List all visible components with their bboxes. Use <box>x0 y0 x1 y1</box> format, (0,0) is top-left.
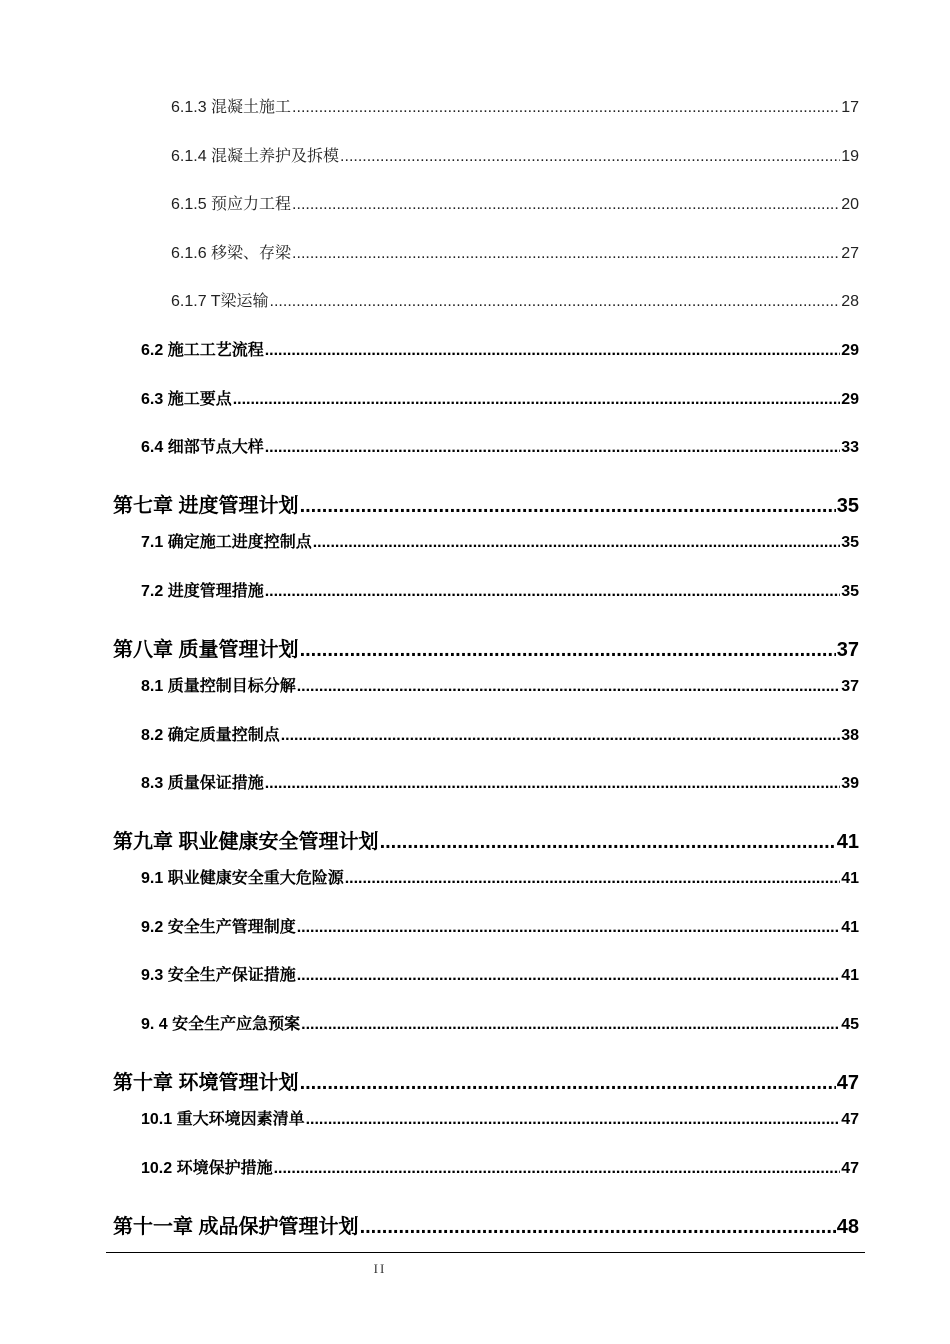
toc-leader-dots <box>292 245 840 263</box>
toc-leader-dots <box>380 831 836 854</box>
toc-entry-9-3[interactable] <box>141 962 859 985</box>
toc-entry-6-2[interactable] <box>141 337 859 360</box>
toc-entry-8-3[interactable] <box>141 770 859 793</box>
toc-page-number: 17 <box>841 99 859 116</box>
toc-leader-dots <box>297 967 841 985</box>
toc-entry-text: 7.1 确定施工进度控制点 <box>141 534 312 551</box>
toc-leader-dots <box>301 1016 840 1034</box>
toc-page-number: 48 <box>836 1216 859 1238</box>
toc-entry-6-1-5[interactable] <box>171 191 859 214</box>
toc-entry-8-2[interactable] <box>141 722 859 745</box>
toc-chapter-text: 第九章 职业健康安全管理计划 <box>113 831 379 853</box>
toc-entry-text: 7.2 进度管理措施 <box>141 583 264 600</box>
toc-page-number: 20 <box>841 196 859 213</box>
toc-leader-dots <box>340 148 840 166</box>
toc-page-number: 38 <box>841 727 859 744</box>
toc-entry-text: 6.1.7 T梁运输 <box>171 293 269 310</box>
toc-entry-text: 6.1.4 混凝土养护及拆模 <box>171 148 340 165</box>
toc-page-number: 35 <box>841 583 859 600</box>
toc-entry-9-2[interactable] <box>141 914 859 937</box>
toc-entry-text: 6.1.3 混凝土施工 <box>171 99 292 116</box>
toc-entry-text: 9.2 安全生产管理制度 <box>141 919 296 936</box>
toc-entry-6-1-4[interactable] <box>171 143 859 166</box>
toc-entry-8-1[interactable] <box>141 673 859 696</box>
toc-leader-dots <box>360 1216 836 1239</box>
toc-entry-6-1-6[interactable] <box>171 240 859 263</box>
toc-leader-dots <box>270 293 841 311</box>
toc-leader-dots <box>265 583 841 601</box>
toc-entry-text: 6.1.6 移梁、存梁 <box>171 245 292 262</box>
toc-entry-10-1[interactable] <box>141 1106 859 1129</box>
toc-leader-dots <box>297 678 841 696</box>
toc-entry-6-1-7[interactable] <box>171 288 859 311</box>
toc-page-number: 39 <box>841 775 859 792</box>
toc-page-number: 37 <box>841 678 859 695</box>
toc-page-number: 35 <box>841 534 859 551</box>
toc-leader-dots <box>300 1072 836 1095</box>
toc-leader-dots <box>265 439 841 457</box>
toc-entry-text: 8.1 质量控制目标分解 <box>141 678 296 695</box>
toc-entry-6-1-3[interactable] <box>171 94 859 117</box>
toc-leader-dots <box>265 775 841 793</box>
toc-entry-text: 6.4 细部节点大样 <box>141 439 264 456</box>
toc-page-number: 19 <box>841 148 859 165</box>
toc-entry-text: 8.3 质量保证措施 <box>141 775 264 792</box>
toc-leader-dots <box>345 870 841 888</box>
footer-divider <box>106 1252 865 1253</box>
toc-leader-dots <box>300 639 836 662</box>
toc-entry-7-1[interactable] <box>141 529 859 552</box>
toc-leader-dots <box>274 1160 841 1178</box>
toc-entry-text: 8.2 确定质量控制点 <box>141 727 280 744</box>
toc-leader-dots <box>313 534 841 552</box>
toc-page-number: 41 <box>836 831 859 853</box>
toc-page-number: 41 <box>841 870 859 887</box>
toc-chapter-text: 第十一章 成品保护管理计划 <box>113 1216 359 1238</box>
toc-page-number: 47 <box>836 1072 859 1094</box>
toc-leader-dots <box>265 342 841 360</box>
toc-entry-text: 9.3 安全生产保证措施 <box>141 967 296 984</box>
toc-entry-7-2[interactable] <box>141 578 859 601</box>
toc-page-number: 29 <box>841 342 859 359</box>
toc-entry-text: 9.1 职业健康安全重大危险源 <box>141 870 344 887</box>
toc-page-number: 45 <box>841 1016 859 1033</box>
toc-chapter-10[interactable] <box>113 1066 859 1095</box>
toc-entry-6-4[interactable] <box>141 434 859 457</box>
toc-leader-dots <box>300 495 836 518</box>
toc-page-number: 47 <box>841 1111 859 1128</box>
toc-entry-text: 6.1.5 预应力工程 <box>171 196 292 213</box>
toc-leader-dots <box>292 196 840 214</box>
toc-entry-text: 6.2 施工工艺流程 <box>141 342 264 359</box>
toc-chapter-8[interactable] <box>113 633 859 662</box>
toc-page-number: 37 <box>836 639 859 661</box>
toc-chapter-11[interactable] <box>113 1210 859 1239</box>
toc-page-number: 41 <box>841 967 859 984</box>
toc-entry-9-1[interactable] <box>141 865 859 888</box>
footer-page-number: II <box>373 1261 387 1276</box>
toc-leader-dots <box>281 727 841 745</box>
toc-entry-9-4[interactable] <box>141 1011 859 1034</box>
toc-chapter-text: 第十章 环境管理计划 <box>113 1072 299 1094</box>
toc-leader-dots <box>297 919 841 937</box>
toc-leader-dots <box>233 391 841 409</box>
toc-page-number: 28 <box>841 293 859 310</box>
toc-entry-text: 6.3 施工要点 <box>141 391 232 408</box>
toc-chapter-text: 第八章 质量管理计划 <box>113 639 299 661</box>
toc-page-number: 47 <box>841 1160 859 1177</box>
toc-chapter-text: 第七章 进度管理计划 <box>113 495 299 517</box>
toc-entry-6-3[interactable] <box>141 386 859 409</box>
toc-entry-10-2[interactable] <box>141 1155 859 1178</box>
toc-entry-text: 9. 4 安全生产应急预案 <box>141 1016 301 1033</box>
toc-chapter-7[interactable] <box>113 489 859 518</box>
toc-page-number: 41 <box>841 919 859 936</box>
toc-chapter-9[interactable] <box>113 825 859 854</box>
toc-page-number: 27 <box>841 245 859 262</box>
toc-entry-text: 10.2 环境保护措施 <box>141 1160 273 1177</box>
toc-entry-text: 10.1 重大环境因素清单 <box>141 1111 305 1128</box>
toc-leader-dots <box>306 1111 841 1129</box>
toc-page-number: 33 <box>841 439 859 456</box>
toc-page-number: 35 <box>836 495 859 517</box>
toc-leader-dots <box>292 99 840 117</box>
toc-page-number: 29 <box>841 391 859 408</box>
